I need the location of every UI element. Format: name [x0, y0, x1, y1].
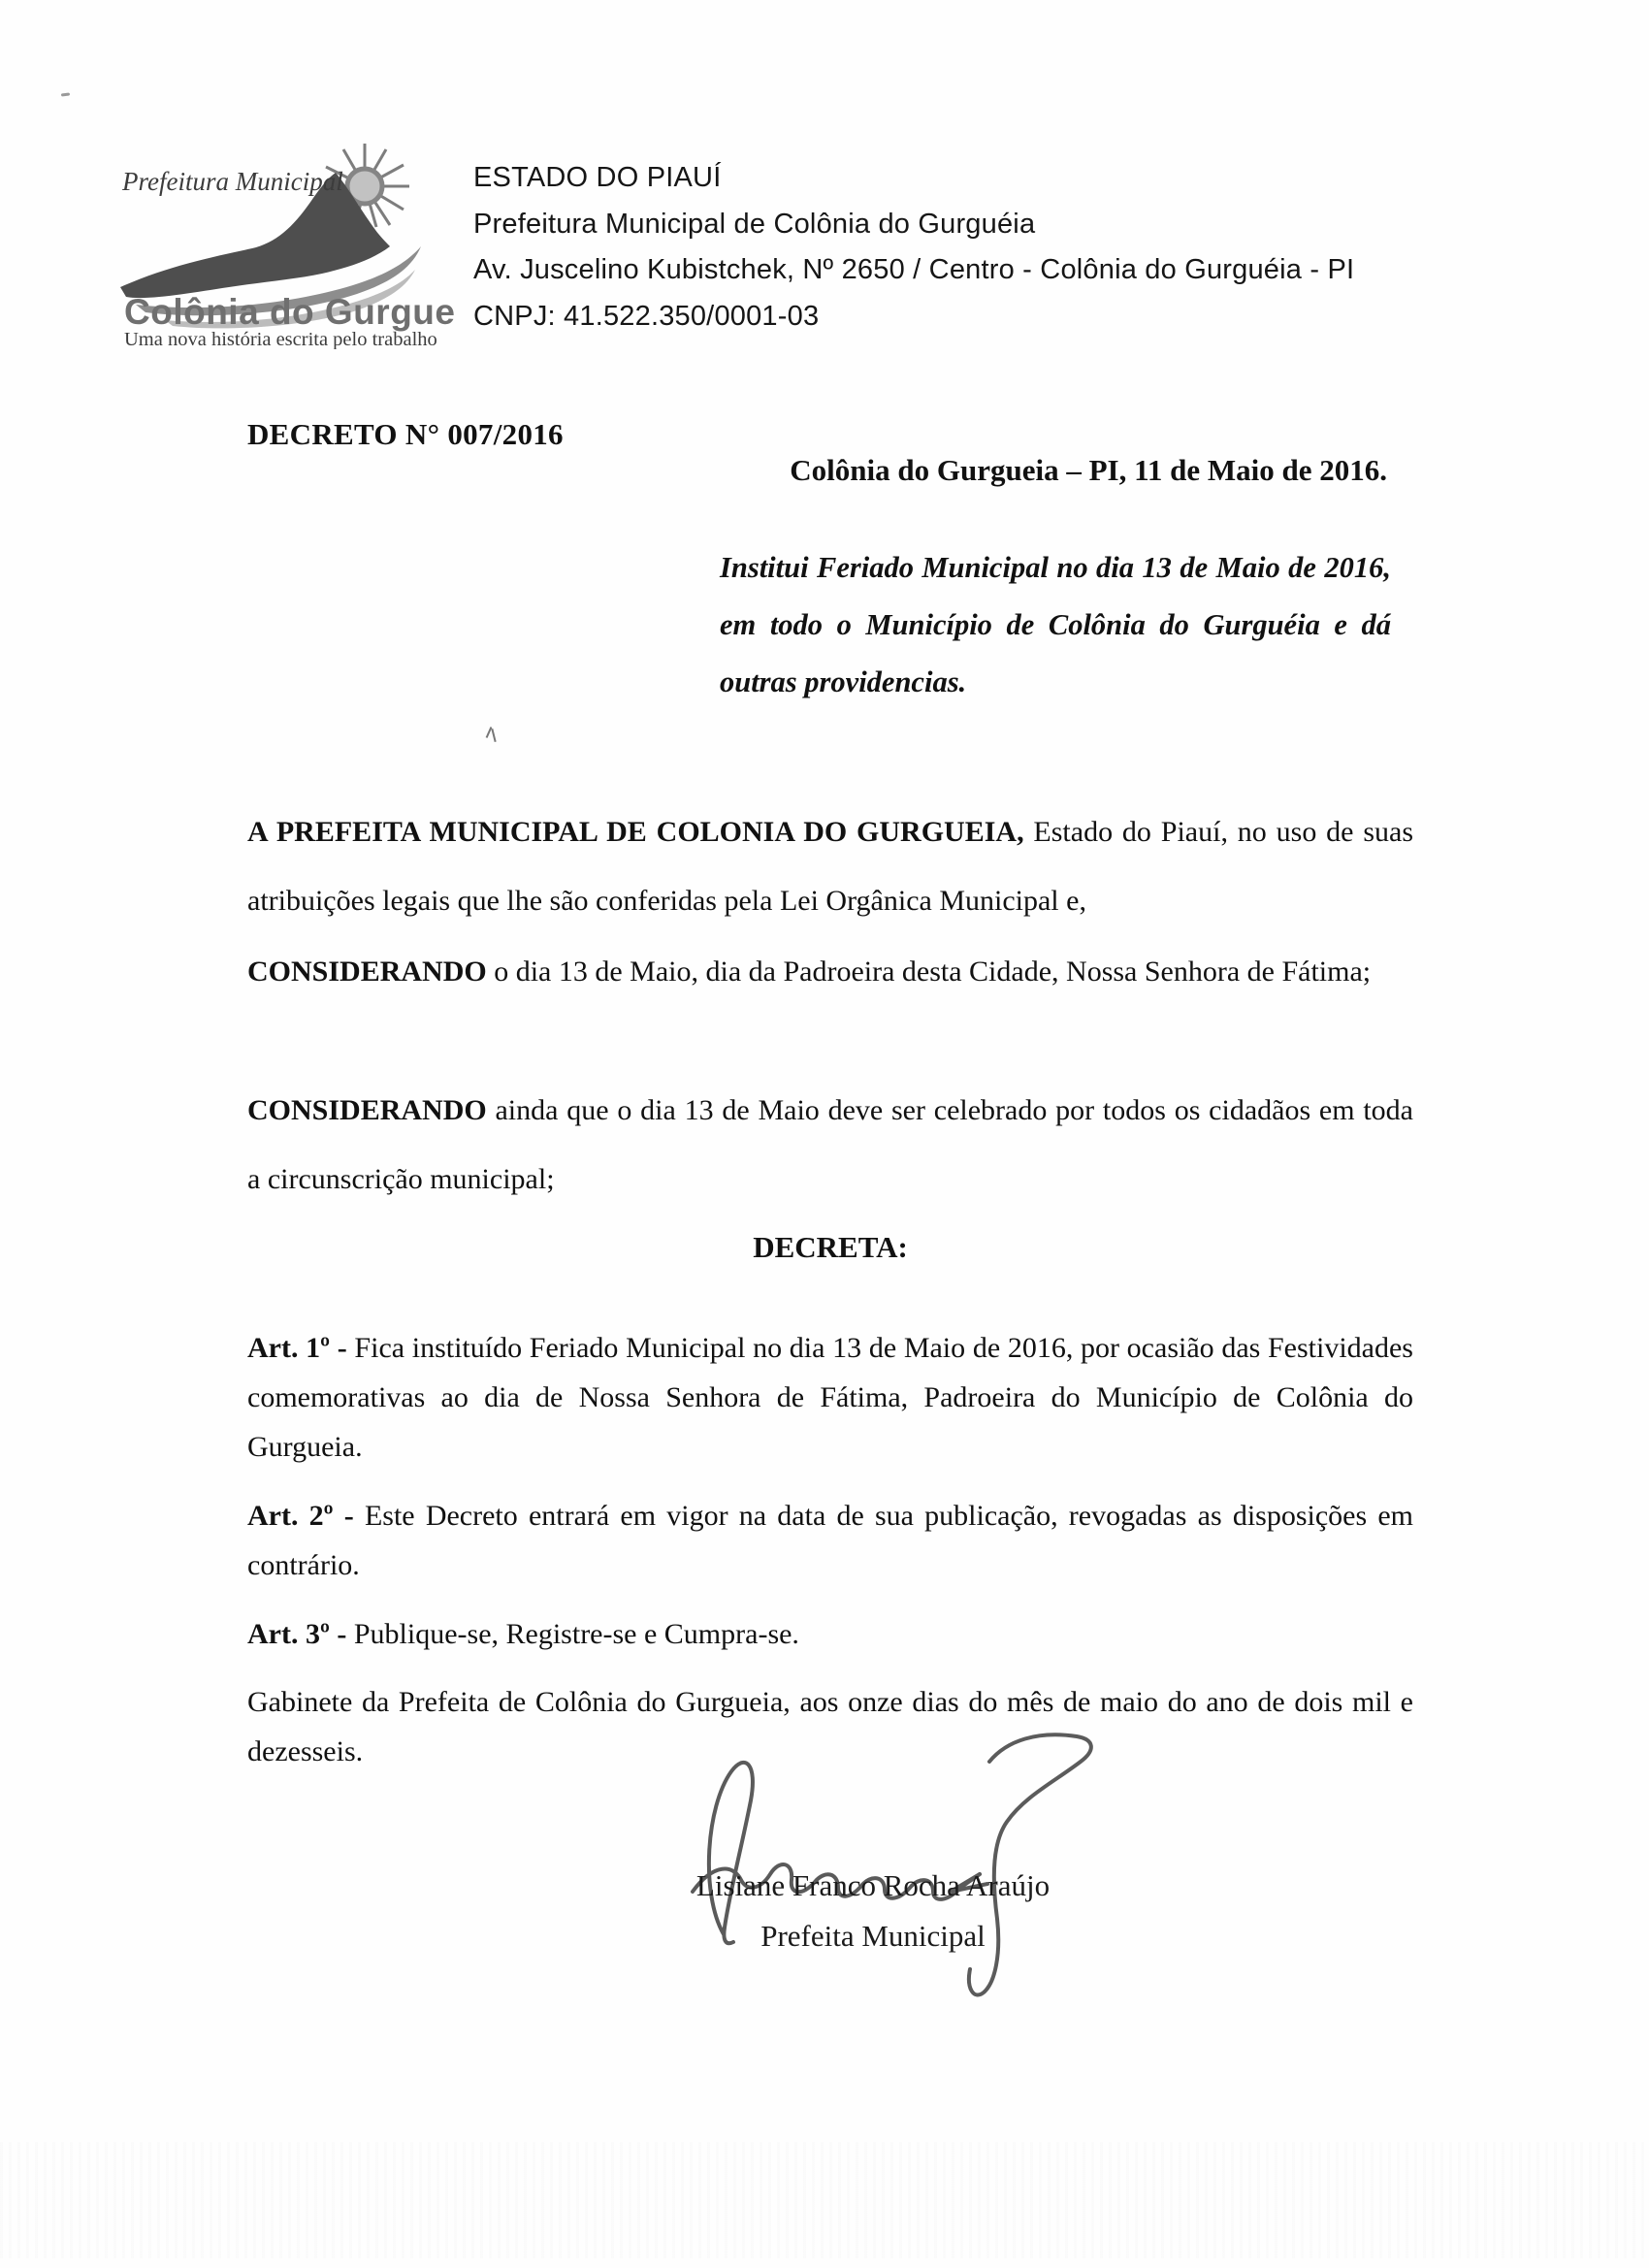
logo-tagline: Uma nova história escrita pelo trabalho [124, 329, 437, 349]
art1-rest: Fica instituído Feriado Municipal no dia 13 de Maio de 2016, por ocasião das Festividades comemorativas ao dia de Nossa Senhora de Fátima, Padroeira do Município de Colônia do Gurgueia. [247, 1332, 1413, 1463]
decree-number: DECRETO N° 007/2016 [247, 417, 564, 451]
art2-bold: Art. 2º - [247, 1500, 354, 1532]
signature-block [538, 1861, 1208, 1961]
paragraph-art-2 [247, 1491, 1413, 1590]
art1-bold: Art. 1º - [247, 1332, 347, 1364]
paragraph-art-3 [247, 1609, 1413, 1659]
paragraph-considerando-2 [247, 1076, 1413, 1214]
municipality-logo [114, 130, 454, 349]
paragraph-closing: Gabinete da Prefeita de Colônia do Gurgueia, aos onze dias do mês de maio do ano de dois mil e dezesseis. [247, 1686, 1413, 1767]
opening-bold: A PREFEITA MUNICIPAL DE COLONIA DO GURGUEIA, [247, 816, 1024, 848]
letterhead-cnpj: CNPJ: 41.522.350/0001-03 [473, 300, 820, 332]
art3-bold: Art. 3º - [247, 1618, 347, 1650]
logo-top-text: Prefeitura Municipal [122, 167, 343, 196]
decree-place-date: Colônia do Gurgueia – PI, 11 de Maio de 2016. [790, 453, 1387, 487]
considerando2-bold: CONSIDERANDO [247, 1094, 487, 1126]
decree-ementa: Institui Feriado Municipal no dia 13 de Maio de 2016, em todo o Município de Colônia do Gurguéia e dá outras providencias. [720, 551, 1391, 698]
logo-city-name: Colônia do Gurgueia [124, 292, 454, 332]
paragraph-considerando-1 [247, 937, 1413, 1006]
letterhead [473, 155, 1443, 340]
art3-rest: Publique-se, Registre-se e Cumpra-se. [346, 1618, 799, 1650]
ink-smudge [485, 726, 499, 743]
letterhead-prefeitura: Prefeitura Municipal de Colônia do Gurguéia [473, 208, 1036, 240]
scan-speck [61, 92, 70, 96]
opening-rest: Estado do Piauí, no uso de suas atribuições legais que lhe são conferidas pela Lei Orgânica Municipal e, [247, 816, 1413, 917]
scan-noise [0, 2142, 1649, 2258]
letterhead-state: ESTADO DO PIAUÍ [473, 162, 722, 193]
considerando2-rest: ainda que o dia 13 de Maio deve ser celebrado por todos os cidadãos em toda a circunscrição municipal; [247, 1094, 1413, 1195]
decreta-heading: DECRETA: [753, 1230, 908, 1264]
considerando1-rest: o dia 13 de Maio, dia da Padroeira desta Cidade, Nossa Senhora de Fátima; [486, 956, 1372, 988]
letterhead-address: Av. Juscelino Kubistchek, Nº 2650 / Centro - Colônia do Gurguéia - PI [473, 254, 1355, 285]
logo-graphic [114, 130, 454, 349]
paragraph-art-1 [247, 1323, 1413, 1472]
signer-title: Prefeita Municipal [760, 1919, 986, 1953]
art2-rest: Este Decreto entrará em vigor na data de sua publicação, revogadas as disposições em contrário. [247, 1500, 1413, 1581]
signer-name: Lisiane Franco Rocha Araújo [695, 1868, 1051, 1902]
paragraph-opening [247, 797, 1413, 935]
considerando1-bold: CONSIDERANDO [247, 956, 487, 988]
